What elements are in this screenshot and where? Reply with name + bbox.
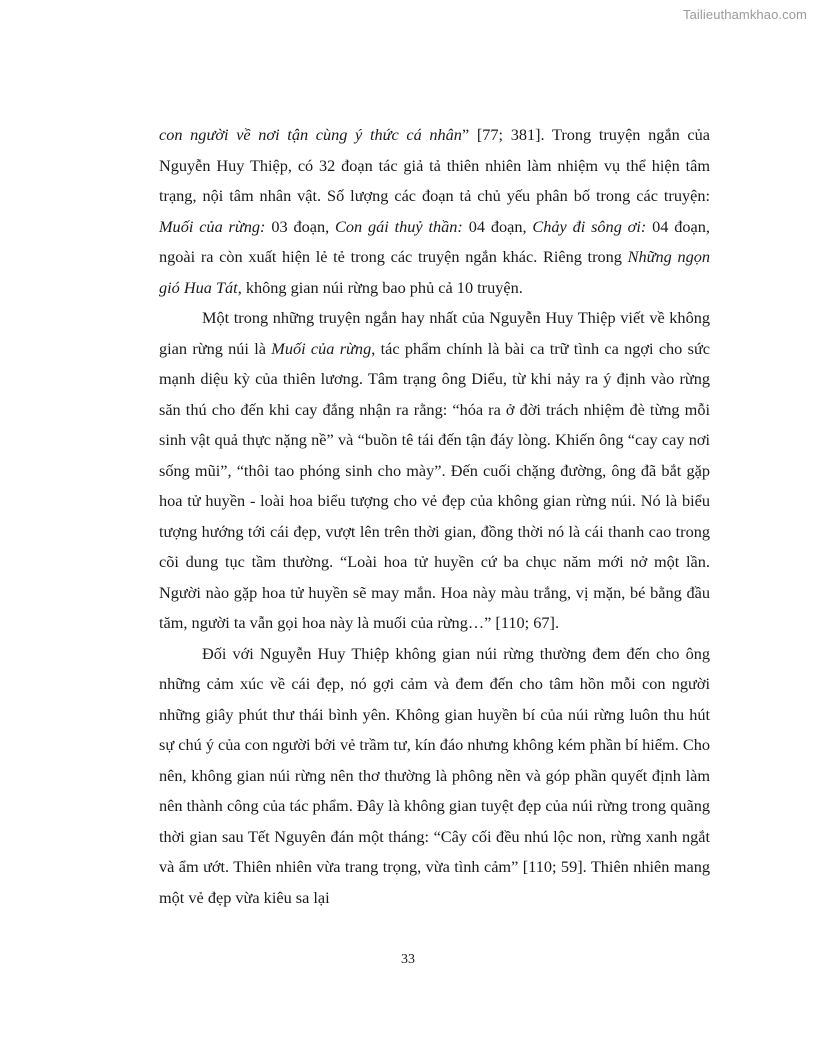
italic-text-run: Con gái thuỷ thần: [335, 216, 463, 236]
paragraph-1 [159, 120, 710, 303]
text-run: , tác phẩm chính là bài ca trữ tình ca ngợi cho sức mạnh diệu kỳ của thiên lương. Tâm trạng ông Diểu, từ khi nảy ra ý định vào rừng săn thú cho đến khi cay đắng nhận ra rằng: “hóa ra ở đời trách nhiệm đè từng mỗi sinh vật quả thực nặng nề” và “buồn tê tái đến tận đáy lòng. Khiến ông “cay cay nơi sống mũi”, “thôi tao phóng sinh cho mày”. Đến cuối chặng đường, ông đã bắt gặp hoa tử huyền - loài hoa biểu tượng cho vẻ đẹp của không gian rừng núi. Nó là biểu tượng hướng tới cái đẹp, vượt lên trên thời gian, đồng thời nó là cái thanh cao trong cõi dung tục tầm thường. “Loài hoa tử huyền cứ ba chục năm mới nở một lần. Người nào gặp hoa tử huyền sẽ may mắn. Hoa này màu trắng, vị mặn, bé bằng đầu tăm, người ta vẫn gọi hoa này là muối của rừng…” [110; 67]. [159, 338, 710, 632]
italic-text-run: Muối của rừng [271, 338, 372, 358]
document-body [159, 120, 710, 913]
paragraph-2 [159, 303, 710, 639]
italic-text-run: Chảy đi sông ơi: [532, 216, 647, 236]
paragraph-3 [159, 639, 710, 914]
page-number: 33 [401, 952, 415, 967]
italic-text-run: con người về nơi tận cùng ý thức cá nhân [159, 125, 462, 144]
text-run: Một trong những truyện ngắn hay nhất của Nguyễn Huy Thiệp viết về không gian rừng núi là [159, 308, 710, 358]
italic-text-run: Những ngọn gió Hua Tát [159, 247, 711, 297]
text-run: ” [77; 381]. Trong truyện ngắn của Nguyễn Huy Thiệp, có 32 đoạn tác giả tả thiên nhiên làm nhiệm vụ thể hiện tâm trạng, nội tâm nhân vật. Số lượng các đoạn tả chủ yếu phân bố trong các truyện: [159, 125, 710, 205]
text-run: 03 đoạn, [265, 216, 335, 236]
text-run: Đối với Nguyễn Huy Thiệp không gian núi rừng thường đem đến cho ông những cảm xúc về cái đẹp, nó gợi cảm và đem đến cho tâm hồn mỗi con người những giây phút thư thái bình yên. Không gian huyền bí của núi rừng luôn thu hút sự chú ý của con người bởi vẻ trầm tư, kín đáo nhưng không kém phần bí hiểm. Cho nên, không gian núi rừng nên thơ thường là phông nền và góp phần quyết định làm nên thành công của tác phẩm. Đây là không gian tuyệt đẹp của núi rừng trong quãng thời gian sau Tết Nguyên đán một tháng: “Cây cối đều nhú lộc non, rừng xanh ngắt và ẩm ướt. Thiên nhiên vừa trang trọng, vừa tình cảm” [110; 59]. Thiên nhiên mang một vẻ đẹp vừa kiêu sa lại [159, 643, 710, 907]
text-run: , không gian núi rừng bao phủ cả 10 truyện. [237, 277, 523, 297]
text-run: 04 đoạn, [462, 216, 533, 236]
italic-text-run: Muối của rừng: [159, 216, 266, 236]
text-run: 04 đoạn, ngoài ra còn xuất hiện lẻ tẻ trong các truyện ngắn khác. Riêng trong [159, 216, 710, 266]
watermark: Tailieuthamkhao.com [682, 7, 807, 22]
